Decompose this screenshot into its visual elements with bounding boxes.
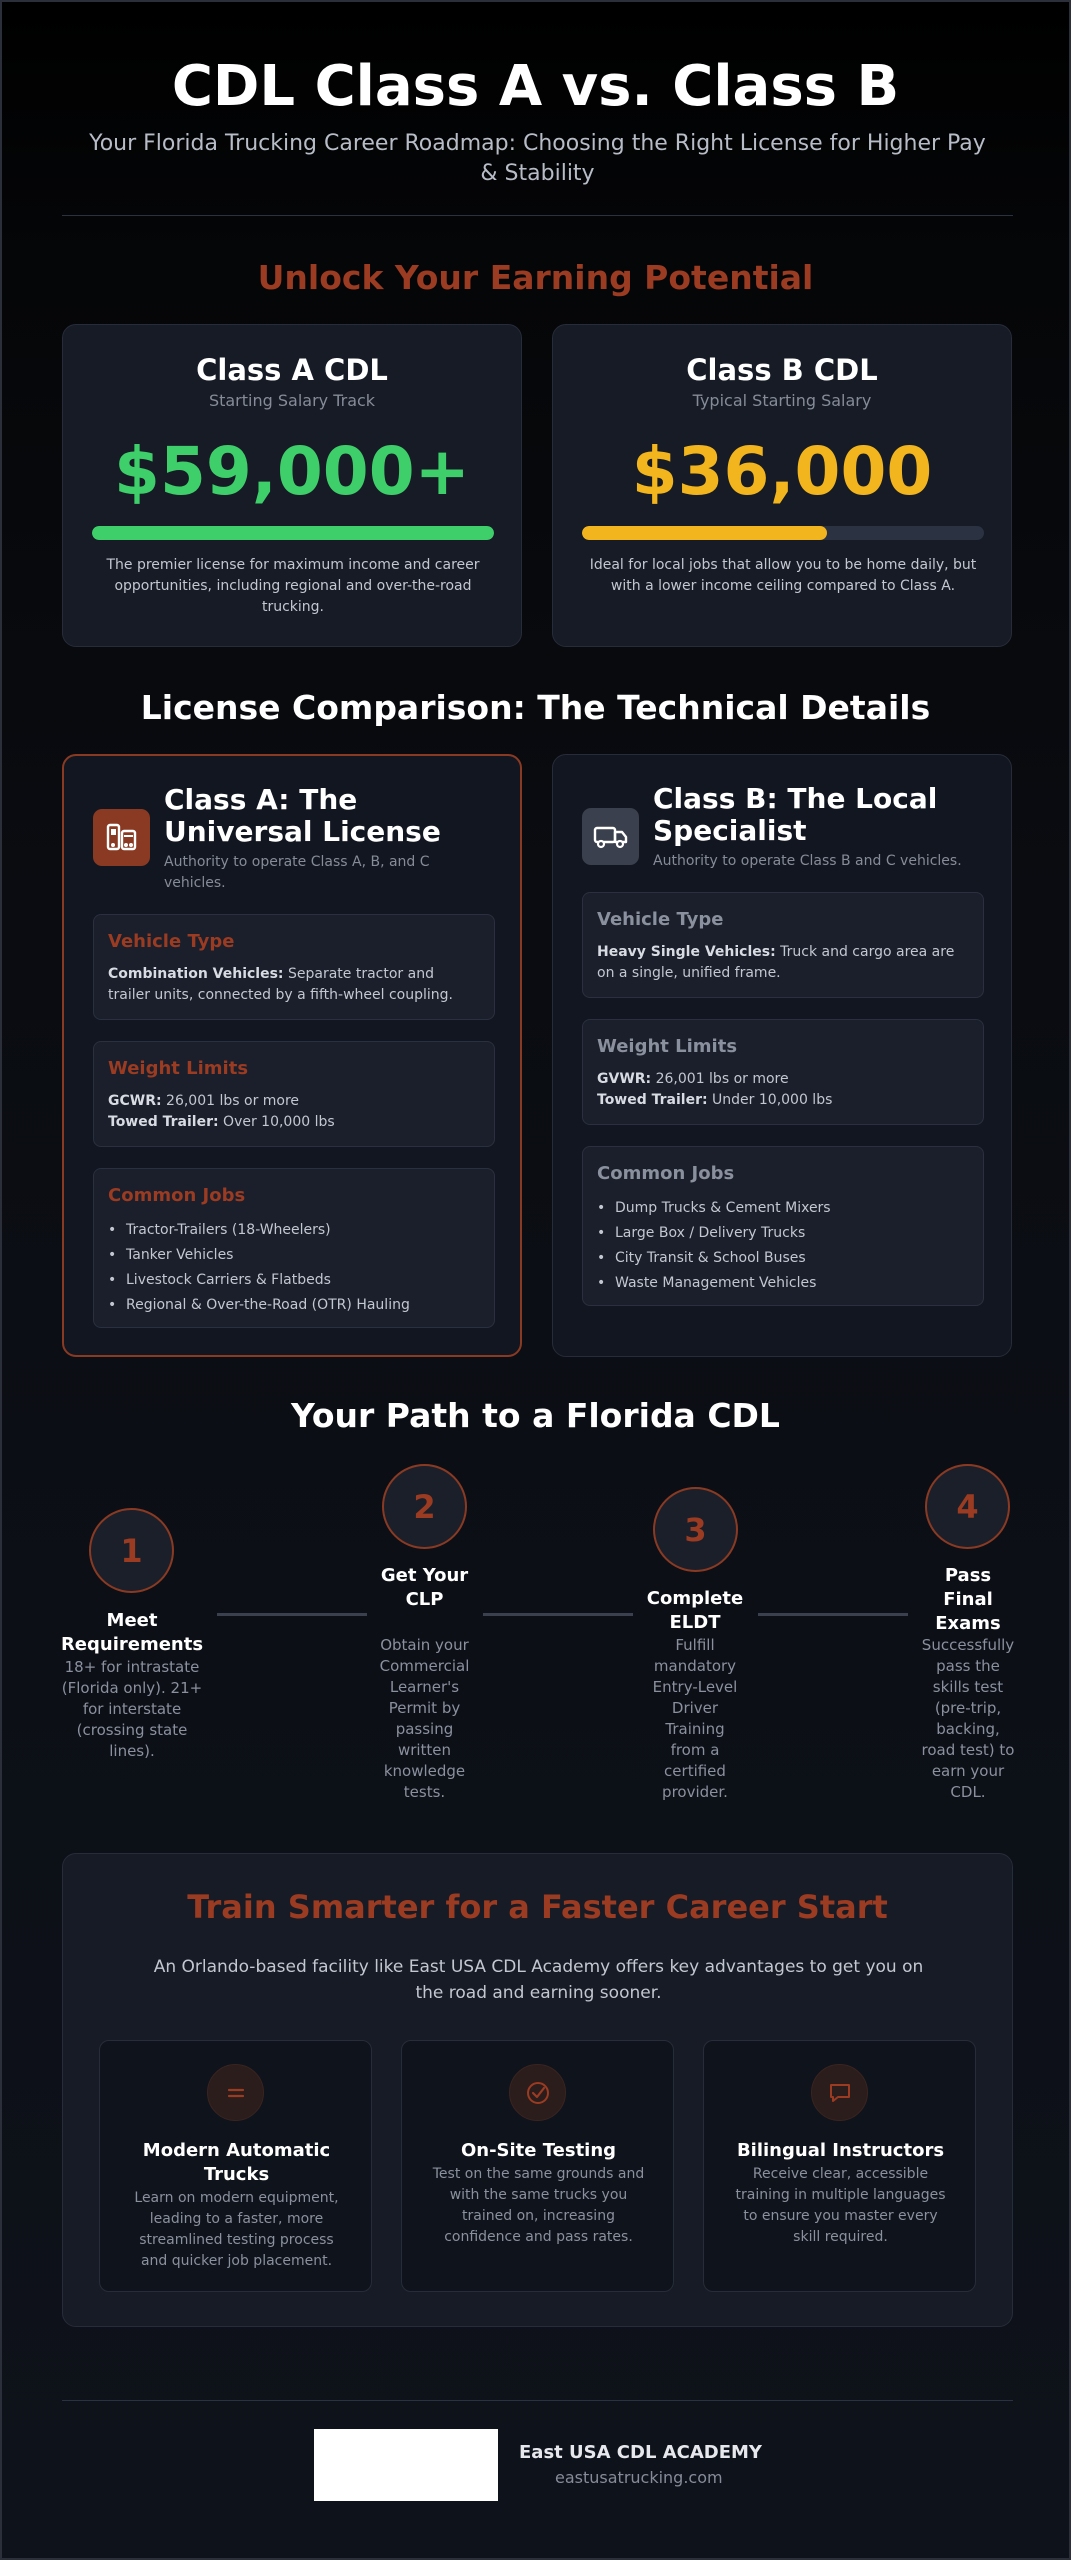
class-b-weight-line-2 xyxy=(597,1090,969,1111)
step-2-label: Get Your CLP xyxy=(380,1565,469,1610)
class-b-weight-box xyxy=(582,1019,984,1125)
class-a-salary-bar-fill xyxy=(92,526,494,540)
class-b-salary-amount: $36,000 xyxy=(631,433,933,510)
class-b-salary-title: Class B CDL xyxy=(686,353,878,387)
list-item: • City Transit & School Buses xyxy=(597,1246,969,1271)
check-circle-icon xyxy=(509,2064,566,2121)
page-title: CDL Class A vs. Class B xyxy=(171,54,900,119)
step-3-label: Complete ELDT xyxy=(646,1588,744,1633)
class-b-weight-line-1 xyxy=(597,1069,969,1090)
step-4-label: Pass Final Exams xyxy=(935,1565,1001,1634)
class-a-salary-bar xyxy=(92,526,494,540)
class-a-jobs-list xyxy=(108,1218,480,1318)
step-connector xyxy=(483,1613,633,1616)
class-b-vehicle-type-label: Heavy Single Vehicles: xyxy=(597,944,776,960)
class-a-towed-label: Towed Trailer: xyxy=(108,1114,219,1130)
class-b-vehicle-type-box xyxy=(582,892,984,998)
step-1-label: Meet Requirements xyxy=(60,1610,204,1655)
page-subtitle: Your Florida Trucking Career Roadmap: Choosing the Right License for Higher Pay & Stability xyxy=(89,131,986,186)
class-b-salary-bar-fill xyxy=(582,526,827,540)
class-a-jobs-box xyxy=(93,1168,495,1328)
class-b-jobs-box xyxy=(582,1146,984,1306)
class-b-salary-card xyxy=(552,324,1012,647)
class-a-vehicle-type-value: Separate tractor and trailer units, connected by a fifth-wheel coupling. xyxy=(108,966,453,1003)
training-heading: Train Smarter for a Faster Career Start xyxy=(187,1888,888,1926)
path-heading: Your Path to a Florida CDL xyxy=(291,1396,780,1435)
class-b-gvwr-value: 26,001 lbs or more xyxy=(655,1071,789,1087)
class-b-gvwr-label: GVWR: xyxy=(597,1071,652,1087)
class-a-weight-line-2 xyxy=(108,1112,480,1133)
tractor-trailer-icon xyxy=(93,809,150,866)
list-item: • Tractor-Trailers (18-Wheelers) xyxy=(108,1218,480,1243)
list-item: • Livestock Carriers & Flatbeds xyxy=(108,1268,480,1293)
class-b-vehicle-type-text xyxy=(597,942,969,984)
list-item: • Waste Management Vehicles xyxy=(597,1271,969,1296)
class-a-comparison-title: Class A: The Universal License xyxy=(164,783,441,848)
class-b-jobs-list xyxy=(597,1196,969,1296)
feature-title: On-Site Testing xyxy=(460,2140,617,2161)
step-1-circle: 1 xyxy=(89,1508,174,1593)
class-b-towed-value: Under 10,000 lbs xyxy=(712,1092,833,1108)
class-b-comparison-subtitle: Authority to operate Class B and C vehicles. xyxy=(653,853,962,869)
feature-title: Modern Automatic Trucks xyxy=(142,2140,331,2185)
feature-desc: Test on the same grounds and with the same trucks you trained on, increasing confidence and pass rates. xyxy=(432,2166,645,2245)
comparison-heading: License Comparison: The Technical Details xyxy=(140,688,931,727)
step-4-desc: Successfully pass the skills test (pre-trip, backing, road test) to earn your CDL. xyxy=(921,1636,1015,1801)
step-4-circle: 4 xyxy=(925,1464,1010,1549)
feature-card-automatic-trucks xyxy=(99,2040,372,2292)
class-a-salary-subtitle: Starting Salary Track xyxy=(208,391,376,410)
class-a-weight-heading: Weight Limits xyxy=(108,1058,249,1079)
class-b-vehicle-type-heading: Vehicle Type xyxy=(597,909,724,930)
footer-divider xyxy=(62,2400,1013,2401)
class-a-weight-line-1 xyxy=(108,1091,480,1112)
footer-website-link[interactable]: eastusatrucking.com xyxy=(555,2468,723,2487)
class-a-salary-title: Class A CDL xyxy=(196,353,388,387)
class-a-vehicle-type-box xyxy=(93,914,495,1020)
list-item: • Tanker Vehicles xyxy=(108,1243,480,1268)
step-3-circle: 3 xyxy=(653,1487,738,1572)
class-b-jobs-heading: Common Jobs xyxy=(597,1163,735,1184)
class-a-vehicle-type-label: Combination Vehicles: xyxy=(108,966,284,982)
step-1-desc: 18+ for intrastate (Florida only). 21+ for interstate (crossing state lines). xyxy=(61,1658,203,1760)
feature-card-bilingual-instructors xyxy=(703,2040,976,2292)
equals-icon xyxy=(207,2064,264,2121)
class-b-salary-desc: Ideal for local jobs that allow you to be home daily, but with a lower income ceiling compared to Class A. xyxy=(589,557,977,594)
class-a-jobs-heading: Common Jobs xyxy=(108,1185,246,1206)
class-b-salary-bar xyxy=(582,526,984,540)
step-2-desc: Obtain your Commercial Learner's Permit by passing written knowledge tests. xyxy=(379,1636,470,1801)
class-a-vehicle-type-heading: Vehicle Type xyxy=(108,931,235,952)
step-connector xyxy=(758,1613,908,1616)
list-item: • Regional & Over-the-Road (OTR) Hauling xyxy=(108,1293,480,1318)
class-b-salary-subtitle: Typical Starting Salary xyxy=(692,391,872,410)
training-section xyxy=(62,1853,1013,2327)
footer-academy-name: East USA CDL ACADEMY xyxy=(519,2442,762,2463)
list-item: • Large Box / Delivery Trucks xyxy=(597,1221,969,1246)
training-desc: An Orlando-based facility like East USA CDL Academy offers key advantages to get you on the road and earning sooner. xyxy=(153,1957,924,2003)
feature-desc: Learn on modern equipment, leading to a faster, more streamlined testing process and quicker job placement. xyxy=(134,2190,339,2269)
class-b-towed-label: Towed Trailer: xyxy=(597,1092,708,1108)
class-a-towed-value: Over 10,000 lbs xyxy=(223,1114,335,1130)
feature-title: Bilingual Instructors xyxy=(736,2140,945,2161)
class-a-salary-desc: The premier license for maximum income and career opportunities, including regional and over-the-road trucking. xyxy=(106,557,480,615)
list-item: • Dump Trucks & Cement Mixers xyxy=(597,1196,969,1221)
chat-bubble-icon xyxy=(811,2064,868,2121)
class-a-weight-box xyxy=(93,1041,495,1147)
class-b-comparison-card xyxy=(552,754,1012,1357)
class-a-salary-amount: $59,000+ xyxy=(114,433,470,510)
feature-card-on-site-testing xyxy=(401,2040,674,2292)
class-a-vehicle-type-text xyxy=(108,964,480,1006)
step-3-desc: Fulfill mandatory Entry-Level Driver Training from a certified provider. xyxy=(652,1636,738,1801)
class-a-gcwr-label: GCWR: xyxy=(108,1093,162,1109)
academy-logo xyxy=(314,2429,498,2501)
class-a-salary-card xyxy=(62,324,522,647)
class-a-gcwr-value: 26,001 lbs or more xyxy=(166,1093,300,1109)
feature-desc: Receive clear, accessible training in multiple languages to ensure you master every skill required. xyxy=(735,2166,946,2245)
header-divider xyxy=(62,215,1013,216)
class-b-vehicle-type-value: Truck and cargo area are on a single, unified frame. xyxy=(597,944,955,981)
earning-heading: Unlock Your Earning Potential xyxy=(257,258,814,297)
class-b-weight-heading: Weight Limits xyxy=(597,1036,738,1057)
class-a-comparison-subtitle: Authority to operate Class A, B, and C vehicles. xyxy=(164,854,430,891)
step-2-circle: 2 xyxy=(382,1464,467,1549)
truck-icon xyxy=(582,808,639,865)
class-b-comparison-title: Class B: The Local Specialist xyxy=(653,782,938,847)
class-a-comparison-card xyxy=(62,754,522,1357)
step-connector xyxy=(217,1613,367,1616)
